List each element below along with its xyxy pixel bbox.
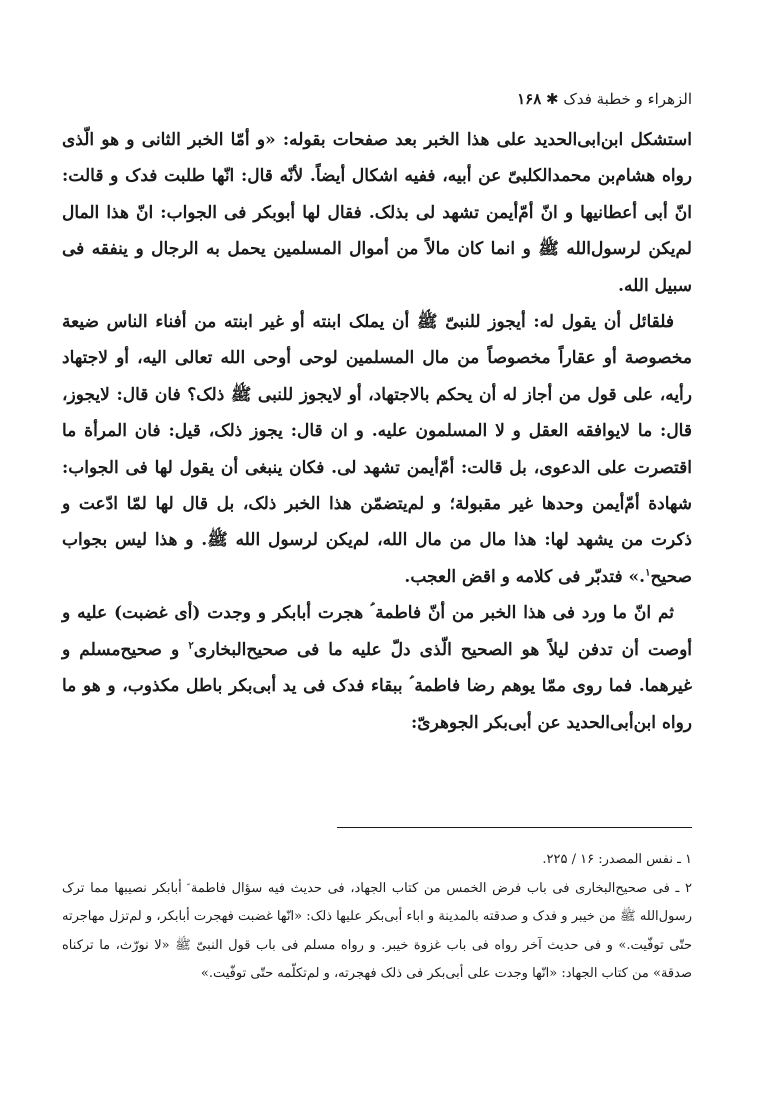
separator-icon: ✱	[546, 90, 559, 108]
paragraph-3-text: ثم انّ ما ورد فی هذا الخبر من أنّ فاطمة ؑ هجرت أبابکر و وجدت (أی غضبت) علیه و أوصت أن تدفن لیلاً هو الصحیح الّذی دلّ علیه ما فی صحیح‌البخاری	[62, 603, 693, 660]
running-header	[517, 88, 692, 110]
footnote-1: ١ ـ نفس المصدر: ١۶ / ٢٢۵.	[542, 852, 692, 867]
paragraph-2-text: فلقائل أن یقول له: أیجوز للنبیّ ﷺ أن یملک ابنته أو غیر ابنته من أفناء الناس ضیعة مخصوصة أو عقاراً مخصوصاً من مال المسلمین لوحی أوحی الله تعالی الیه، أو لاجتهاد رأیه، علی قول من أجاز له أن یحکم بالاجتهاد، أو لایجوز للنبی ﷺ ذلک؟ فان قال: لایجوز، قال: ما لایوافقه العقل و لا المسلمون علیه. و ان قال: یجوز ذلک، قیل: فان المرأة ما اقتصرت علی الدعوی، بل قالت: أمّ‌أیمن تشهد لی. فکان ینبغی أن یقول لها فی الجواب: شهادة أمّ‌أیمن وحدها غیر مقبولة؛ و لم‌یتضمّن هذا الخبر ذلک، بل قال لها لمّا ادّعت و ذکرت من یشهد لها: هذا مال من مال الله، لم‌یکن لرسول الله ﷺ. و هذا لیس بجواب صحیح	[62, 312, 692, 587]
footnote-divider	[337, 827, 692, 828]
footnotes	[62, 846, 692, 989]
footnote-2: ٢ ـ فی صحیح‌البخاری فی باب فرض الخمس من کتاب الجهاد، فی حدیث فیه سؤال فاطمة ؑ أبابکر نصیبها مما ترک رسول‌الله ﷺ من خیبر و فدک و صدقته بالمدینة و اباء أبی‌بکر علیها ذلک: «انّها غضبت فهجرت أبابکر، و لم‌تزل مهاجرته حتّی توفّیت.» و فی حدیث آخر رواه فی باب غزوة خیبر. و رواه مسلم فی باب قول النبیّ ﷺ «لا نورّث، ما ترکناه صدقة» من کتاب الجهاد: «انّها وجدت علی أبی‌بکر فی ذلک فهجرته، و لم‌تکلّمه حتّی توفّیت.»	[62, 880, 692, 981]
paragraph-2-tail: .» فتدبّر فی کلامه و اقض العجب.	[404, 566, 646, 587]
page-number: ١۶٨	[517, 90, 542, 108]
footnote-ref-1[interactable]: ١	[645, 567, 651, 579]
footnote-ref-2[interactable]: ٢	[188, 640, 194, 652]
paragraph-3	[62, 595, 692, 741]
paragraph-3-tail: و صحیح‌مسلم و غیرهما. فما روی ممّا یوهم رضا فاطمة ؑ ببقاء فدک فی ید أبی‌بکر باطل مکذوب، و هو ما رواه ابن‌أبی‌الحدید عن أبی‌بکر الجوهریّ:	[62, 639, 692, 733]
main-text	[62, 122, 692, 741]
header-title: الزهراء و خطبة فدک	[563, 90, 692, 108]
paragraph-2	[62, 304, 692, 595]
paragraph-1: استشکل ابن‌ابی‌الحدید علی هذا الخبر بعد صفحات بقوله: «و أمّا الخبر الثانی و هو الّذی رواه هشام‌بن محمدالکلبیّ عن أبیه، ففیه اشکال أیضاً. لأنّه قال: انّها طلبت فدک و قالت: انّ أبی أعطانیها و انّ أمّ‌أیمن تشهد لی بذلک. فقال لها أبوبکر فی الجواب: انّ هذا المال لم‌یکن لرسول‌الله ﷺ و انما کان مالاً من أموال المسلمین یحمل به الرجال و ینفقه فی سبیل الله.	[62, 130, 692, 296]
